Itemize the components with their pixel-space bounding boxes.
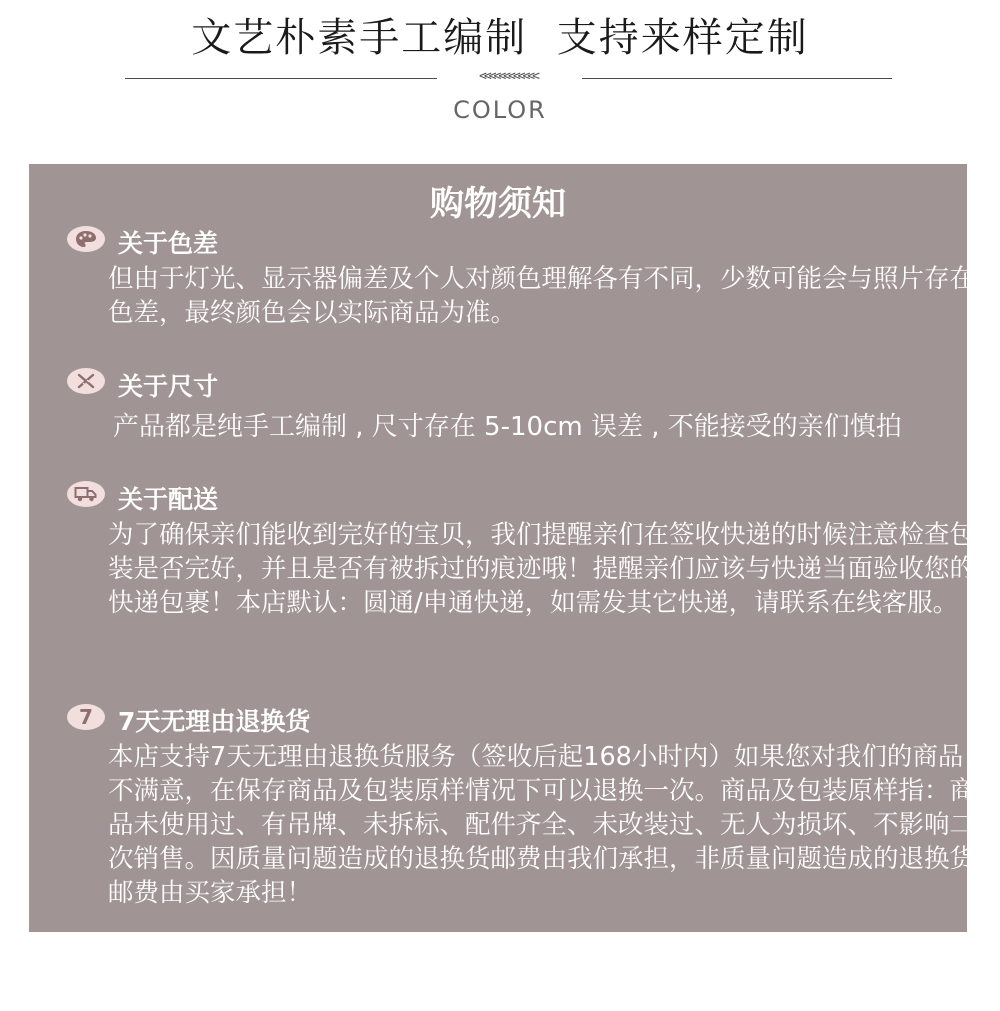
divider-right xyxy=(582,78,892,79)
header-title: 文艺朴素手工编制 支持来样定制 xyxy=(191,15,809,61)
palette-icon xyxy=(67,226,105,252)
section-title-size: 关于尺寸 xyxy=(118,372,219,401)
panel-title: 购物须知 xyxy=(430,184,566,224)
section-title-color: 关于色差 xyxy=(118,229,219,258)
chevrons-decoration: <<<<<<<<<<<< xyxy=(479,69,537,84)
number-7-icon xyxy=(67,704,105,730)
section-body-size: 产品都是纯手工编制 , 尺寸存在 5-10cm 误差 , 不能接受的亲们慎拍 xyxy=(113,412,902,442)
divider-left xyxy=(125,78,437,79)
color-subtitle: COLOR xyxy=(453,96,547,124)
section-title-delivery: 关于配送 xyxy=(118,485,219,514)
section-body-returns: 本店支持7天无理由退换货服务（签收后起168小时内）如果您对我们的商品不满意，在保存商品及包装原样情况下可以退换一次。商品及包装原样指：商品未使用过、有吊牌、未拆标、配件齐全、未改装过、无人为损坏、不影响二次销售。因质量问题造成的退换货邮费由我们承担，非质量问题造成的退换货邮费由买家承担！ xyxy=(108,742,976,908)
section-body-color: 但由于灯光、显示器偏差及个人对颜色理解各有不同，少数可能会与照片存在色差，最终颜色会以实际商品为准。 xyxy=(108,264,976,328)
truck-icon xyxy=(67,481,105,507)
section-title-returns: 7天无理由退换货 xyxy=(118,707,311,736)
number-7-label: 7 xyxy=(79,705,93,729)
section-body-delivery: 为了确保亲们能收到完好的宝贝，我们提醒亲们在签收快递的时候注意检查包装是否完好，并且是否有被拆过的痕迹哦！提醒亲们应该与快递当面验收您的快递包裹！本店默认：圆通/申通快递，如需发其它快递，请联系在线客服。 xyxy=(108,520,976,618)
ruler-icon xyxy=(67,368,105,394)
shopping-notice-panel xyxy=(29,164,976,932)
